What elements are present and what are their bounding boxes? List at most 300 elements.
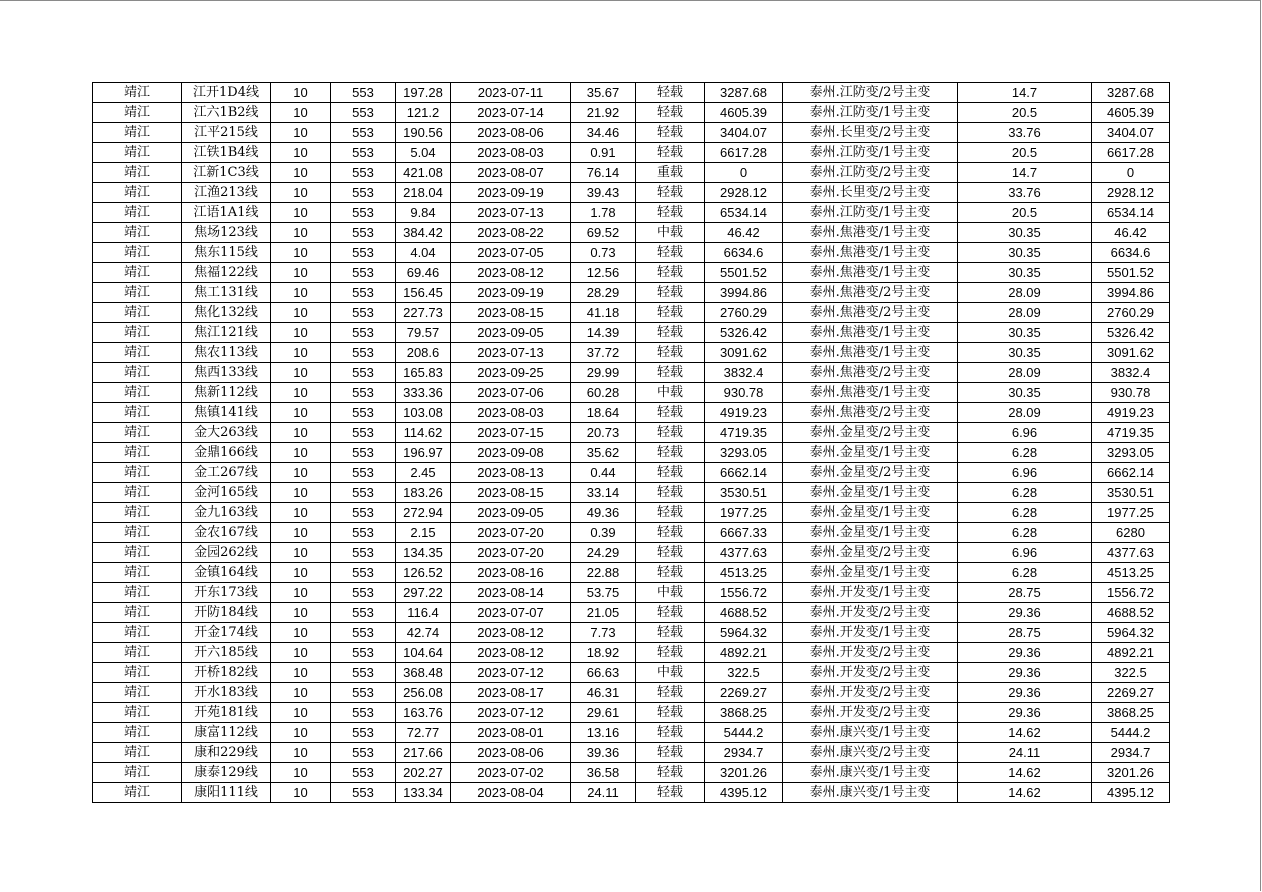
available-capacity-cell: 3287.68 (705, 83, 783, 103)
transformer-load-rate-cell: 14.62 (958, 783, 1092, 803)
transformer-cell: 泰州.江防变/1号主变 (783, 103, 958, 123)
date-cell: 2023-07-12 (451, 703, 571, 723)
date-cell: 2023-07-12 (451, 663, 571, 683)
county-cell: 靖江 (93, 483, 182, 503)
date-cell: 2023-07-11 (451, 83, 571, 103)
voltage-cell: 10 (271, 283, 331, 303)
capacity-cell: 553 (331, 543, 396, 563)
table-row (93, 83, 1170, 103)
capacity-cell: 553 (331, 743, 396, 763)
open-capacity-cell: 0 (1092, 163, 1170, 183)
transformer-load-rate-cell: 33.76 (958, 183, 1092, 203)
transformer-load-rate-cell: 6.28 (958, 483, 1092, 503)
capacity-cell: 553 (331, 523, 396, 543)
capacity-cell: 553 (331, 563, 396, 583)
load-rate-cell: 14.39 (571, 323, 636, 343)
voltage-cell: 10 (271, 363, 331, 383)
feeder-name-cell: 开东173线 (182, 583, 271, 603)
voltage-cell: 10 (271, 683, 331, 703)
transformer-cell: 泰州.焦港变/1号主变 (783, 243, 958, 263)
date-cell: 2023-07-06 (451, 383, 571, 403)
transformer-load-rate-cell: 20.5 (958, 103, 1092, 123)
capacity-cell: 553 (331, 463, 396, 483)
available-capacity-cell: 3994.86 (705, 283, 783, 303)
capacity-cell: 553 (331, 243, 396, 263)
county-cell: 靖江 (93, 723, 182, 743)
transformer-cell: 泰州.长里变/2号主变 (783, 123, 958, 143)
table-row (93, 323, 1170, 343)
feeder-name-cell: 焦西133线 (182, 363, 271, 383)
table-row (93, 223, 1170, 243)
load-status-cell: 轻载 (636, 203, 705, 223)
load-rate-cell: 0.91 (571, 143, 636, 163)
voltage-cell: 10 (271, 223, 331, 243)
feeder-name-cell: 金九163线 (182, 503, 271, 523)
open-capacity-cell: 4688.52 (1092, 603, 1170, 623)
voltage-cell: 10 (271, 243, 331, 263)
table-row (93, 483, 1170, 503)
county-cell: 靖江 (93, 303, 182, 323)
transformer-cell: 泰州.金星变/1号主变 (783, 483, 958, 503)
feeder-name-cell: 金园262线 (182, 543, 271, 563)
county-cell: 靖江 (93, 343, 182, 363)
available-capacity-cell: 3091.62 (705, 343, 783, 363)
load-rate-cell: 24.29 (571, 543, 636, 563)
load-status-cell: 中载 (636, 663, 705, 683)
county-cell: 靖江 (93, 583, 182, 603)
load-cell: 165.83 (396, 363, 451, 383)
load-status-cell: 轻载 (636, 643, 705, 663)
load-status-cell: 轻载 (636, 763, 705, 783)
transformer-cell: 泰州.金星变/1号主变 (783, 443, 958, 463)
available-capacity-cell: 4919.23 (705, 403, 783, 423)
county-cell: 靖江 (93, 283, 182, 303)
county-cell: 靖江 (93, 363, 182, 383)
feeder-name-cell: 焦福122线 (182, 263, 271, 283)
transformer-cell: 泰州.江防变/1号主变 (783, 203, 958, 223)
capacity-cell: 553 (331, 83, 396, 103)
transformer-load-rate-cell: 6.28 (958, 523, 1092, 543)
voltage-cell: 10 (271, 343, 331, 363)
open-capacity-cell: 3404.07 (1092, 123, 1170, 143)
voltage-cell: 10 (271, 643, 331, 663)
capacity-cell: 553 (331, 603, 396, 623)
voltage-cell: 10 (271, 543, 331, 563)
transformer-load-rate-cell: 14.7 (958, 163, 1092, 183)
available-capacity-cell: 4605.39 (705, 103, 783, 123)
transformer-cell: 泰州.开发变/2号主变 (783, 663, 958, 683)
table-body (93, 83, 1170, 803)
capacity-cell: 553 (331, 643, 396, 663)
feeder-name-cell: 金大263线 (182, 423, 271, 443)
capacity-cell: 553 (331, 383, 396, 403)
feeder-name-cell: 开苑181线 (182, 703, 271, 723)
load-cell: 197.28 (396, 83, 451, 103)
available-capacity-cell: 3530.51 (705, 483, 783, 503)
capacity-cell: 553 (331, 583, 396, 603)
date-cell: 2023-09-05 (451, 323, 571, 343)
open-capacity-cell: 6662.14 (1092, 463, 1170, 483)
transformer-cell: 泰州.江防变/2号主变 (783, 163, 958, 183)
capacity-cell: 553 (331, 203, 396, 223)
available-capacity-cell: 0 (705, 163, 783, 183)
load-status-cell: 轻载 (636, 263, 705, 283)
date-cell: 2023-07-20 (451, 543, 571, 563)
date-cell: 2023-09-19 (451, 283, 571, 303)
available-capacity-cell: 4892.21 (705, 643, 783, 663)
voltage-cell: 10 (271, 623, 331, 643)
county-cell: 靖江 (93, 263, 182, 283)
load-status-cell: 轻载 (636, 783, 705, 803)
open-capacity-cell: 1556.72 (1092, 583, 1170, 603)
feeder-name-cell: 焦农113线 (182, 343, 271, 363)
transformer-cell: 泰州.康兴变/1号主变 (783, 723, 958, 743)
table-row (93, 723, 1170, 743)
load-rate-cell: 60.28 (571, 383, 636, 403)
county-cell: 靖江 (93, 743, 182, 763)
county-cell: 靖江 (93, 243, 182, 263)
open-capacity-cell: 3530.51 (1092, 483, 1170, 503)
load-rate-cell: 66.63 (571, 663, 636, 683)
load-rate-cell: 29.61 (571, 703, 636, 723)
load-rate-cell: 21.92 (571, 103, 636, 123)
feeder-name-cell: 康和229线 (182, 743, 271, 763)
load-status-cell: 轻载 (636, 563, 705, 583)
open-capacity-cell: 3201.26 (1092, 763, 1170, 783)
load-status-cell: 轻载 (636, 443, 705, 463)
feeder-name-cell: 焦江121线 (182, 323, 271, 343)
voltage-cell: 10 (271, 503, 331, 523)
open-capacity-cell: 1977.25 (1092, 503, 1170, 523)
county-cell: 靖江 (93, 523, 182, 543)
county-cell: 靖江 (93, 403, 182, 423)
voltage-cell: 10 (271, 323, 331, 343)
available-capacity-cell: 930.78 (705, 383, 783, 403)
county-cell: 靖江 (93, 203, 182, 223)
load-status-cell: 中载 (636, 583, 705, 603)
county-cell: 靖江 (93, 683, 182, 703)
available-capacity-cell: 6534.14 (705, 203, 783, 223)
available-capacity-cell: 2269.27 (705, 683, 783, 703)
date-cell: 2023-08-03 (451, 403, 571, 423)
available-capacity-cell: 322.5 (705, 663, 783, 683)
load-status-cell: 轻载 (636, 463, 705, 483)
load-status-cell: 轻载 (636, 623, 705, 643)
table-row (93, 603, 1170, 623)
date-cell: 2023-07-15 (451, 423, 571, 443)
date-cell: 2023-09-08 (451, 443, 571, 463)
transformer-cell: 泰州.焦港变/1号主变 (783, 323, 958, 343)
table-row (93, 283, 1170, 303)
transformer-load-rate-cell: 20.5 (958, 203, 1092, 223)
transformer-load-rate-cell: 29.36 (958, 603, 1092, 623)
feeder-name-cell: 金鼎166线 (182, 443, 271, 463)
date-cell: 2023-08-13 (451, 463, 571, 483)
transformer-load-rate-cell: 14.62 (958, 763, 1092, 783)
load-status-cell: 轻载 (636, 83, 705, 103)
available-capacity-cell: 5501.52 (705, 263, 783, 283)
available-capacity-cell: 4719.35 (705, 423, 783, 443)
transformer-cell: 泰州.焦港变/1号主变 (783, 263, 958, 283)
table-row (93, 643, 1170, 663)
load-status-cell: 轻载 (636, 603, 705, 623)
transformer-cell: 泰州.康兴变/2号主变 (783, 743, 958, 763)
capacity-cell: 553 (331, 703, 396, 723)
table-row (93, 383, 1170, 403)
load-status-cell: 轻载 (636, 423, 705, 443)
county-cell: 靖江 (93, 163, 182, 183)
load-status-cell: 轻载 (636, 523, 705, 543)
load-status-cell: 轻载 (636, 303, 705, 323)
transformer-cell: 泰州.焦港变/2号主变 (783, 283, 958, 303)
transformer-load-rate-cell: 14.7 (958, 83, 1092, 103)
load-cell: 227.73 (396, 303, 451, 323)
feeder-name-cell: 焦场123线 (182, 223, 271, 243)
feeder-name-cell: 焦化132线 (182, 303, 271, 323)
open-capacity-cell: 2928.12 (1092, 183, 1170, 203)
table-row (93, 503, 1170, 523)
capacity-cell: 553 (331, 503, 396, 523)
county-cell: 靖江 (93, 463, 182, 483)
voltage-cell: 10 (271, 743, 331, 763)
capacity-cell: 553 (331, 403, 396, 423)
voltage-cell: 10 (271, 263, 331, 283)
table-row (93, 463, 1170, 483)
date-cell: 2023-08-12 (451, 623, 571, 643)
load-rate-cell: 35.67 (571, 83, 636, 103)
feeder-name-cell: 江新1C3线 (182, 163, 271, 183)
load-rate-cell: 33.14 (571, 483, 636, 503)
load-cell: 114.62 (396, 423, 451, 443)
voltage-cell: 10 (271, 383, 331, 403)
feeder-name-cell: 开六185线 (182, 643, 271, 663)
county-cell: 靖江 (93, 123, 182, 143)
load-rate-cell: 12.56 (571, 263, 636, 283)
capacity-cell: 553 (331, 763, 396, 783)
load-rate-cell: 49.36 (571, 503, 636, 523)
load-status-cell: 轻载 (636, 683, 705, 703)
open-capacity-cell: 2269.27 (1092, 683, 1170, 703)
load-rate-cell: 18.64 (571, 403, 636, 423)
table-row (93, 523, 1170, 543)
open-capacity-cell: 3868.25 (1092, 703, 1170, 723)
county-cell: 靖江 (93, 783, 182, 803)
load-cell: 126.52 (396, 563, 451, 583)
load-cell: 5.04 (396, 143, 451, 163)
load-cell: 421.08 (396, 163, 451, 183)
data-table (92, 82, 1170, 803)
transformer-cell: 泰州.金星变/1号主变 (783, 503, 958, 523)
feeder-name-cell: 开金174线 (182, 623, 271, 643)
capacity-cell: 553 (331, 783, 396, 803)
date-cell: 2023-09-19 (451, 183, 571, 203)
county-cell: 靖江 (93, 503, 182, 523)
transformer-load-rate-cell: 29.36 (958, 703, 1092, 723)
transformer-cell: 泰州.焦港变/2号主变 (783, 303, 958, 323)
voltage-cell: 10 (271, 463, 331, 483)
capacity-cell: 553 (331, 263, 396, 283)
transformer-load-rate-cell: 29.36 (958, 683, 1092, 703)
feeder-name-cell: 开防184线 (182, 603, 271, 623)
transformer-cell: 泰州.开发变/2号主变 (783, 603, 958, 623)
available-capacity-cell: 6634.6 (705, 243, 783, 263)
voltage-cell: 10 (271, 663, 331, 683)
feeder-name-cell: 开桥182线 (182, 663, 271, 683)
load-rate-cell: 29.99 (571, 363, 636, 383)
open-capacity-cell: 46.42 (1092, 223, 1170, 243)
transformer-cell: 泰州.金星变/1号主变 (783, 523, 958, 543)
transformer-cell: 泰州.焦港变/1号主变 (783, 343, 958, 363)
transformer-load-rate-cell: 28.09 (958, 363, 1092, 383)
open-capacity-cell: 4395.12 (1092, 783, 1170, 803)
voltage-cell: 10 (271, 603, 331, 623)
load-cell: 208.6 (396, 343, 451, 363)
load-cell: 297.22 (396, 583, 451, 603)
available-capacity-cell: 4513.25 (705, 563, 783, 583)
table-row (93, 263, 1170, 283)
load-cell: 72.77 (396, 723, 451, 743)
load-rate-cell: 39.36 (571, 743, 636, 763)
county-cell: 靖江 (93, 603, 182, 623)
date-cell: 2023-07-13 (451, 343, 571, 363)
transformer-load-rate-cell: 6.28 (958, 443, 1092, 463)
county-cell: 靖江 (93, 443, 182, 463)
transformer-load-rate-cell: 6.96 (958, 423, 1092, 443)
open-capacity-cell: 4513.25 (1092, 563, 1170, 583)
available-capacity-cell: 3293.05 (705, 443, 783, 463)
load-rate-cell: 22.88 (571, 563, 636, 583)
load-rate-cell: 1.78 (571, 203, 636, 223)
county-cell: 靖江 (93, 543, 182, 563)
load-cell: 156.45 (396, 283, 451, 303)
load-cell: 384.42 (396, 223, 451, 243)
load-status-cell: 轻载 (636, 483, 705, 503)
transformer-load-rate-cell: 28.09 (958, 403, 1092, 423)
date-cell: 2023-08-12 (451, 263, 571, 283)
capacity-cell: 553 (331, 303, 396, 323)
county-cell: 靖江 (93, 83, 182, 103)
table-row (93, 143, 1170, 163)
feeder-name-cell: 焦新112线 (182, 383, 271, 403)
load-rate-cell: 53.75 (571, 583, 636, 603)
load-status-cell: 中载 (636, 223, 705, 243)
date-cell: 2023-08-01 (451, 723, 571, 743)
load-cell: 116.4 (396, 603, 451, 623)
open-capacity-cell: 4892.21 (1092, 643, 1170, 663)
capacity-cell: 553 (331, 623, 396, 643)
feeder-name-cell: 焦镇141线 (182, 403, 271, 423)
feeder-name-cell: 康阳111线 (182, 783, 271, 803)
transformer-cell: 泰州.焦港变/1号主变 (783, 223, 958, 243)
open-capacity-cell: 5501.52 (1092, 263, 1170, 283)
available-capacity-cell: 46.42 (705, 223, 783, 243)
load-status-cell: 轻载 (636, 323, 705, 343)
available-capacity-cell: 6617.28 (705, 143, 783, 163)
load-cell: 256.08 (396, 683, 451, 703)
available-capacity-cell: 3404.07 (705, 123, 783, 143)
feeder-name-cell: 江渔213线 (182, 183, 271, 203)
available-capacity-cell: 3201.26 (705, 763, 783, 783)
feeder-name-cell: 康富112线 (182, 723, 271, 743)
voltage-cell: 10 (271, 523, 331, 543)
open-capacity-cell: 930.78 (1092, 383, 1170, 403)
feeder-name-cell: 金河165线 (182, 483, 271, 503)
capacity-cell: 553 (331, 663, 396, 683)
open-capacity-cell: 5326.42 (1092, 323, 1170, 343)
load-cell: 42.74 (396, 623, 451, 643)
date-cell: 2023-07-20 (451, 523, 571, 543)
date-cell: 2023-08-06 (451, 743, 571, 763)
feeder-name-cell: 江平215线 (182, 123, 271, 143)
table-row (93, 743, 1170, 763)
table-row (93, 443, 1170, 463)
load-rate-cell: 39.43 (571, 183, 636, 203)
table-row (93, 103, 1170, 123)
table-row (93, 363, 1170, 383)
transformer-cell: 泰州.江防变/2号主变 (783, 83, 958, 103)
load-rate-cell: 0.39 (571, 523, 636, 543)
load-cell: 9.84 (396, 203, 451, 223)
load-rate-cell: 36.58 (571, 763, 636, 783)
open-capacity-cell: 4605.39 (1092, 103, 1170, 123)
date-cell: 2023-09-25 (451, 363, 571, 383)
load-cell: 104.64 (396, 643, 451, 663)
load-cell: 272.94 (396, 503, 451, 523)
transformer-cell: 泰州.开发变/1号主变 (783, 623, 958, 643)
table-row (93, 203, 1170, 223)
table-row (93, 163, 1170, 183)
table-row (93, 403, 1170, 423)
voltage-cell: 10 (271, 183, 331, 203)
table-row (93, 123, 1170, 143)
table-row (93, 583, 1170, 603)
load-rate-cell: 28.29 (571, 283, 636, 303)
date-cell: 2023-08-07 (451, 163, 571, 183)
county-cell: 靖江 (93, 663, 182, 683)
table-row (93, 703, 1170, 723)
open-capacity-cell: 3091.62 (1092, 343, 1170, 363)
transformer-cell: 泰州.开发变/2号主变 (783, 703, 958, 723)
transformer-load-rate-cell: 28.75 (958, 623, 1092, 643)
load-cell: 218.04 (396, 183, 451, 203)
load-cell: 103.08 (396, 403, 451, 423)
load-status-cell: 轻载 (636, 403, 705, 423)
feeder-name-cell: 焦东115线 (182, 243, 271, 263)
available-capacity-cell: 4688.52 (705, 603, 783, 623)
available-capacity-cell: 6662.14 (705, 463, 783, 483)
transformer-load-rate-cell: 28.09 (958, 303, 1092, 323)
load-status-cell: 轻载 (636, 703, 705, 723)
voltage-cell: 10 (271, 583, 331, 603)
county-cell: 靖江 (93, 143, 182, 163)
county-cell: 靖江 (93, 763, 182, 783)
open-capacity-cell: 3994.86 (1092, 283, 1170, 303)
county-cell: 靖江 (93, 623, 182, 643)
load-cell: 202.27 (396, 763, 451, 783)
feeder-name-cell: 江语1A1线 (182, 203, 271, 223)
feeder-name-cell: 康泰129线 (182, 763, 271, 783)
transformer-cell: 泰州.焦港变/2号主变 (783, 403, 958, 423)
transformer-load-rate-cell: 6.28 (958, 503, 1092, 523)
transformer-load-rate-cell: 29.36 (958, 663, 1092, 683)
capacity-cell: 553 (331, 123, 396, 143)
county-cell: 靖江 (93, 223, 182, 243)
capacity-cell: 553 (331, 143, 396, 163)
load-cell: 69.46 (396, 263, 451, 283)
available-capacity-cell: 2934.7 (705, 743, 783, 763)
county-cell: 靖江 (93, 103, 182, 123)
transformer-cell: 泰州.开发变/2号主变 (783, 643, 958, 663)
